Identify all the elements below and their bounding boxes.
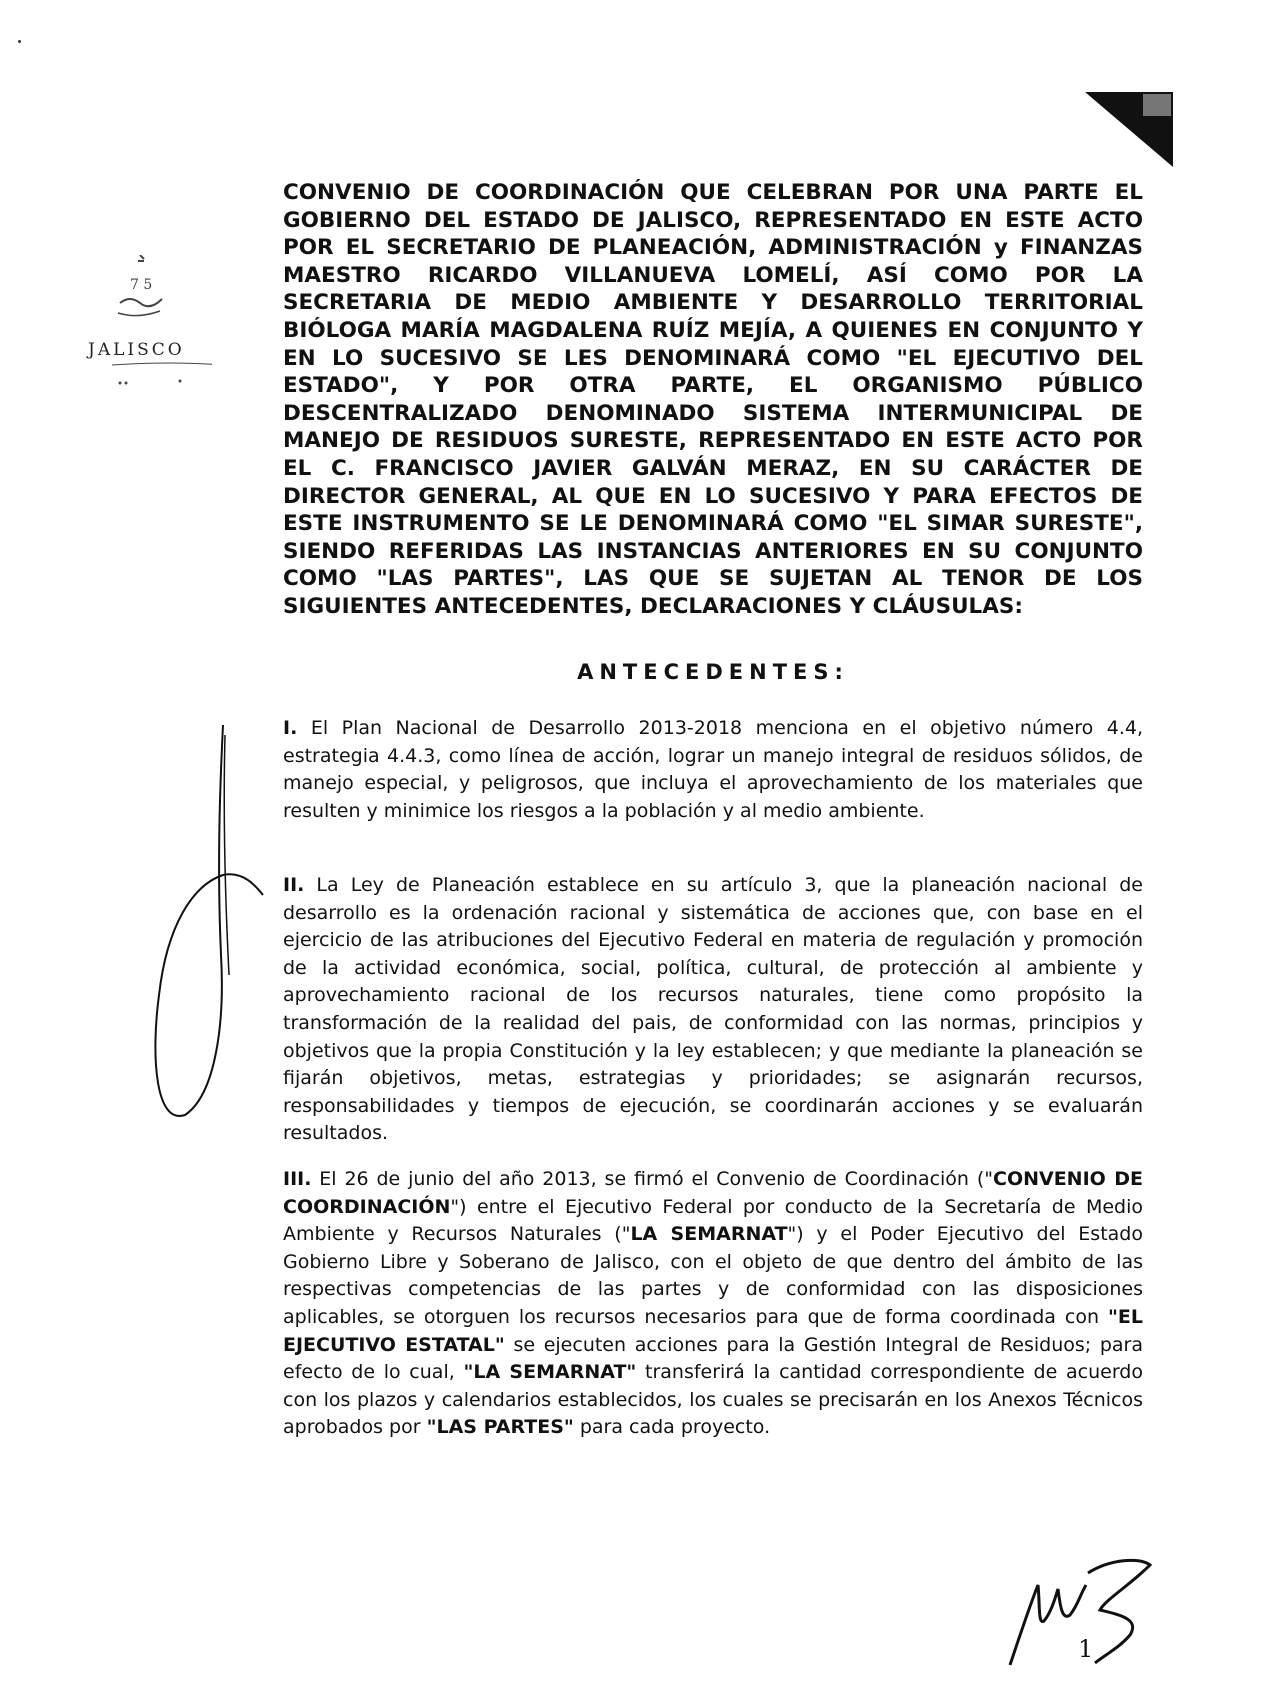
page-number: 1 — [1078, 1635, 1094, 1663]
jalisco-seal-icon — [62, 255, 212, 405]
paragraph-text: transferirá la cantidad correspondiente de acuerdo con los plazos y calendarios establecidos, los cuales se precisarán en los Anexos Técnicos aprobados por — [283, 1361, 1143, 1439]
seal-lettering: JALISCO — [88, 340, 185, 360]
numeral: II. — [283, 874, 305, 896]
paragraph-text: El 26 de junio del año 2013, se firmó el Convenio de Coordinación (" — [311, 1168, 993, 1190]
paragraph-text: La Ley de Planeación establece en su artículo 3, que la planeación nacional de desarrollo es la ordenación racional y sistemática de acciones que, con base en el ejercicio de las atribuciones del Ejecutivo Federal en materia de regulación y promoción de la actividad económica, social, política, cultural, de protección al ambiente y aprovechamiento racional de los recursos naturales, tiene como propósito la transformación de la realidad del pais, de conformidad con las normas, principios y objetivos que la propia Constitución y la ley establecen; y que mediante la planeación se fijarán objetivos, metas, estrategias y prioridades; se asignarán recursos, responsabilidades y tiempos de ejecución, se coordinarán acciones y se evaluarán resultados. — [283, 874, 1143, 1145]
paragraph-text: se ejecuten acciones para la Gestión Integral de Residuos; para efecto de lo cual, — [283, 1333, 1143, 1384]
paragraph-i — [283, 715, 1143, 825]
corner-mark-icon — [1085, 92, 1175, 182]
paragraph-text: para cada proyecto. — [573, 1416, 771, 1439]
margin-signature — [145, 725, 265, 1125]
document-title: CONVENIO DE COORDINACIÓN QUE CELEBRAN POR UNA PARTE EL GOBIERNO DEL ESTADO DE JALISCO, REPRESENTADO EN ESTE ACTO POR EL SECRETARIO DE PLANEACIÓN, ADMINISTRACIÓN y FINANZAS MAESTRO RICARDO VILLANUEVA LOMELÍ, ASÍ COMO POR LA SECRETARIA DE MEDIO AMBIENTE Y DESARROLLO TERRITORIAL BIÓLOGA MARÍA MAGDALENA RUÍZ MEJÍA, A QUIENES EN CONJUNTO Y EN LO SUCESIVO SE LES DENOMINARÁ COMO "EL EJECUTIVO DEL ESTADO", Y POR OTRA PARTE, EL ORGANISMO PÚBLICO DESCENTRALIZADO DENOMINADO SISTEMA INTERMUNICIPAL DE MANEJO DE RESIDUOS SURESTE, REPRESENTADO EN ESTE ACTO POR EL C. FRANCISCO JAVIER GALVÁN MERAZ, EN SU CARÁCTER DE DIRECTOR GENERAL, AL QUE EN LO SUCESIVO Y PARA EFECTOS DE ESTE INSTRUMENTO SE LE DENOMINARÁ COMO "EL SIMAR SURESTE", SIENDO REFERIDAS LAS INSTANCIAS ANTERIORES EN SU CONJUNTO COMO "LAS PARTES", LAS QUE SE SUJETAN AL TENOR DE LOS SIGUIENTES ANTECEDENTES, DECLARACIONES Y CLÁUSULAS: — [283, 180, 1143, 619]
numeral: I. — [283, 717, 298, 739]
paragraph-text: El Plan Nacional de Desarrollo 2013-2018 menciona en el objetivo número 4.4, estrategia 4.4.3, como línea de acción, lograr un manejo integral de residuos sólidos, de manejo especial, y peligrosos, que incluya el aprovechamiento de los materiales que resulten y minimice los riesgos a la población y al medio ambiente. — [283, 717, 1143, 822]
bold-term: "EL EJECUTIVO ESTATAL" — [283, 1305, 1143, 1356]
section-heading: ANTECEDENTES: — [577, 660, 849, 684]
paragraph-iii — [283, 1166, 1143, 1442]
paragraph-text: ") entre el Ejecutivo Federal por conducto de la Secretaría de Medio Ambiente y Recursos Naturales (" — [283, 1195, 1143, 1246]
svg-text:7 5: 7 5 — [130, 277, 153, 293]
paragraph-text: ") y el Poder Ejecutivo del Estado Gobierno Libre y Soberano de Jalisco, con el objeto de que dentro del ámbito de las respectivas competencias de las partes y de conformidad con las disposiciones aplicables, se otorguen los recursos necesarios para que de forma coordinada con — [283, 1223, 1143, 1328]
bold-term: "LA SEMARNAT" — [463, 1361, 637, 1384]
scan-speck — [18, 40, 21, 43]
bold-term: CONVENIO DE COORDINACIÓN — [283, 1168, 1143, 1218]
bold-term: LA SEMARNAT — [630, 1223, 788, 1246]
bold-term: "LAS PARTES" — [426, 1416, 574, 1439]
numeral: III. — [283, 1168, 312, 1190]
paragraph-ii — [283, 872, 1143, 1148]
